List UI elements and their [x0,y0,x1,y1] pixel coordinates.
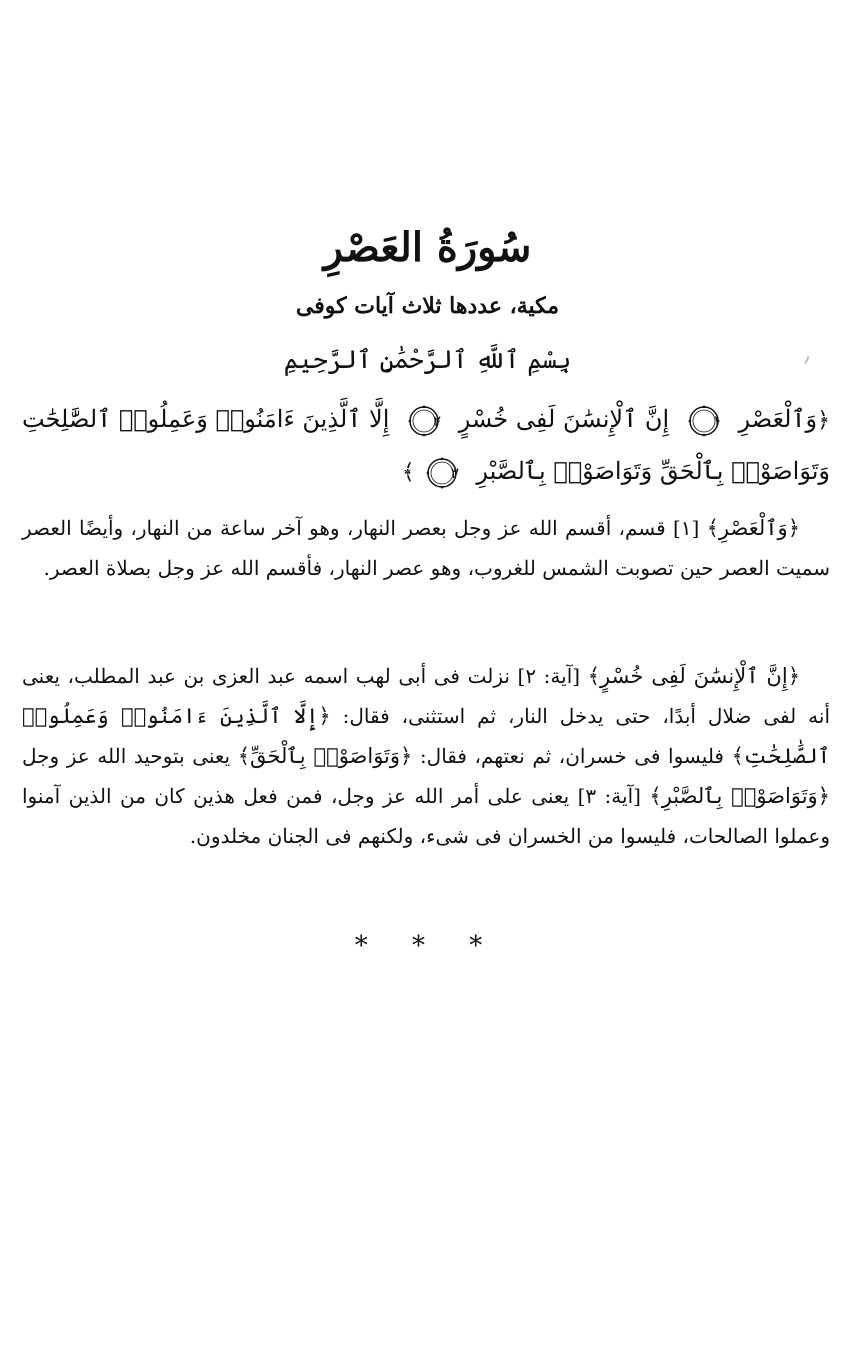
tafsir-quote: ﴿وَٱلْعَصْرِ﴾ [706,516,801,540]
tafsir-paragraph-1 [22,508,830,588]
section-separator: * * * [354,931,501,961]
ayah-marker-icon [425,456,459,490]
quran-verses [22,394,830,498]
tafsir-quote: ﴿وَتَوَاصَوْا۟ بِٱلصَّبْرِ﴾ [649,784,830,808]
tafsir-text: يعنى بتوحيد الله عز وجل [22,744,231,768]
tafsir-text: [آية: ٣] يعنى على أمر الله عز وجل، فمن فعل هذين كان من الذين آمنوا وعملوا الصالحات، فليسوا من الخسران فى شىء، ولكنهم فى الجنان مخلدون. [22,784,830,848]
verse-1: وَٱلْعَصْرِ [738,405,818,433]
verse-close-bracket: ﴾ [401,460,415,485]
ayah-marker-icon [687,404,721,438]
tafsir-paragraph-2 [22,656,830,856]
tafsir-text: فليسوا فى خسران، ثم نعتهم، فقال: [419,744,724,768]
verse-open-bracket: ﴿ [817,408,831,433]
verse-3: إِلَّا ٱلَّذِينَ ءَامَنُوا۟ وَعَمِلُوا۟ ٱلصَّٰلِحَٰتِ وَتَوَاصَوْا۟ بِٱلْحَقِّ وَتَوَاصَوْا۟ بِٱلصَّبْرِ [22,405,830,485]
tafsir-text: [١] قسم، أقسم الله عز وجل بعصر النهار، وهو آخر ساعة من النهار، وأيضًا العصر سميت العصر حين تصوبت الشمس للغروب، وهو عصر النهار، فأقسم الله عز وجل بصلاة العصر. [22,516,830,580]
surah-subtitle: مكية، عددها ثلاث آيات كوفى [295,293,560,319]
tafsir-quote: ﴿إِلَّا ٱلَّذِينَ ءَامَنُوا۟ وَعَمِلُوا۟ ٱلصَّٰلِحَٰتِ﴾ [22,704,830,768]
tafsir-text: [آية: ٢] نزلت فى أبى لهب اسمه عبد العزى بن عبد المطلب، يعنى أنه لفى ضلال أبدًا، حتى يدخل النار، ثم استثنى، فقال: [22,664,830,728]
basmala: بِسْمِ ٱللَّهِ ٱلرَّحْمَٰنِ ٱلرَّحِيمِ [283,345,572,374]
ayah-number: ٢ [433,411,442,430]
verse-2: إِنَّ ٱلْإِنسَٰنَ لَفِى خُسْرٍ [458,405,670,433]
ayah-marker-icon [407,404,441,438]
ayah-number: ١ [712,411,721,430]
tafsir-quote: ﴿إِنَّ ٱلْإِنسَٰنَ لَفِى خُسْرٍ﴾ [587,664,800,688]
ayah-number: ٣ [450,463,459,482]
surah-title: سُورَةُ العَصْرِ [323,224,532,271]
tafsir-quote: ﴿وَتَوَاصَوْا۟ بِٱلْحَقِّ﴾ [237,744,413,768]
